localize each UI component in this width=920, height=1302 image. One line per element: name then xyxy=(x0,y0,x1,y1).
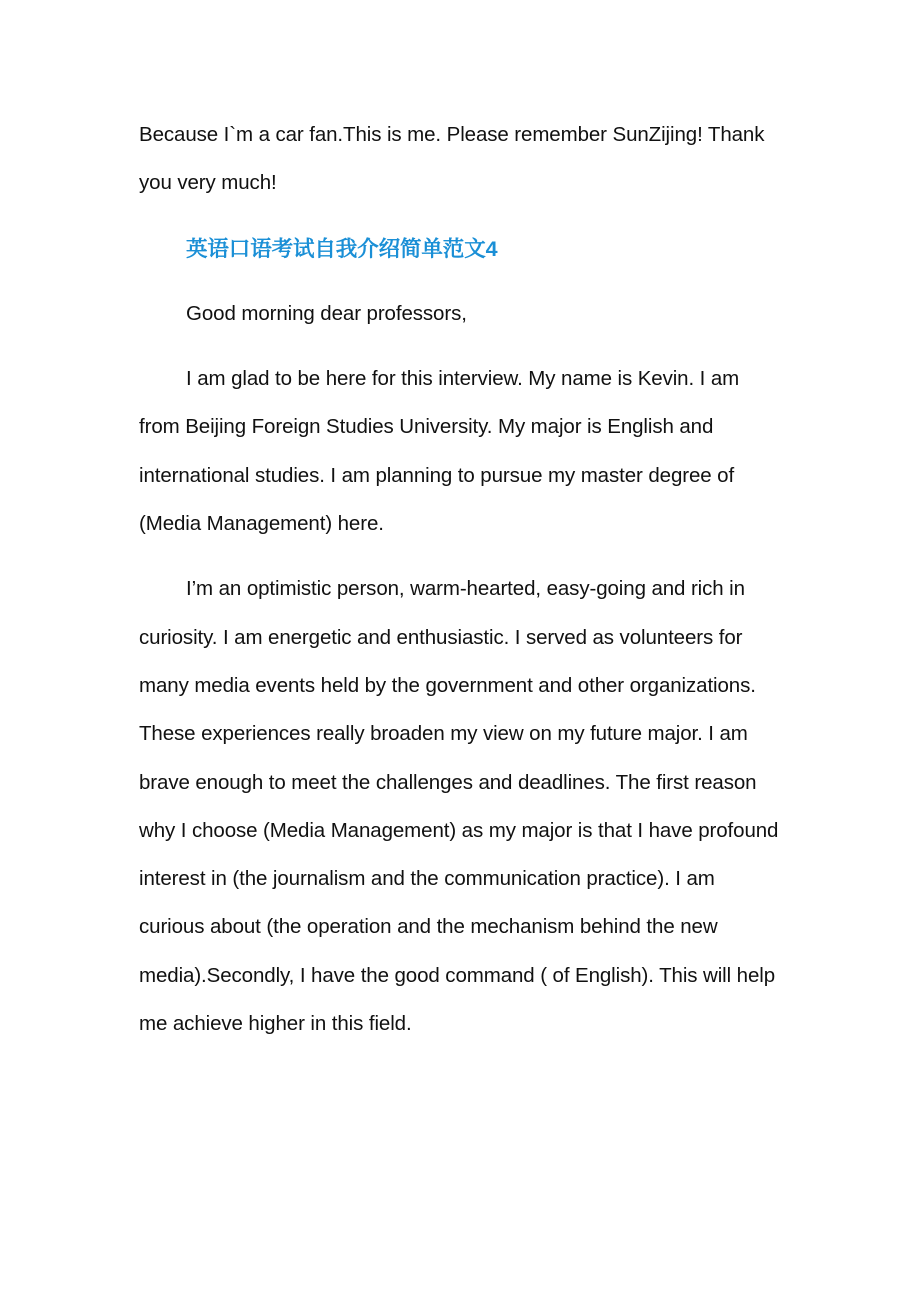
document-body xyxy=(139,111,784,1048)
greeting-paragraph: Good morning dear professors, xyxy=(186,301,467,325)
intro-paragraph: I am glad to be here for this interview. My name is Kevin. I am from Beijing Foreign Studies University. My major is English and international studies. I am planning to pursue my master degree of (Media Management) here. xyxy=(139,367,740,536)
closing-paragraph: Because I`m a car fan.This is me. Please remember SunZijing! Thank you very much! xyxy=(139,123,765,195)
personality-paragraph: I’m an optimistic person, warm-hearted, easy-going and rich in curiosity. I am energetic and enthusiastic. I served as volunteers for many media events held by the government and other organizations. These experiences really broaden my view on my future major. I am brave enough to meet the challenges and deadlines. The first reason why I choose (Media Management) as my major is that I have profound interest in (the journalism and the communication practice). I am curious about (the operation and the mechanism behind the new media).Secondly, I have the good command ( of English). This will help me achieve higher in this field. xyxy=(139,577,779,1036)
section-heading: 英语口语考试自我介绍简单范文4 xyxy=(186,236,498,261)
